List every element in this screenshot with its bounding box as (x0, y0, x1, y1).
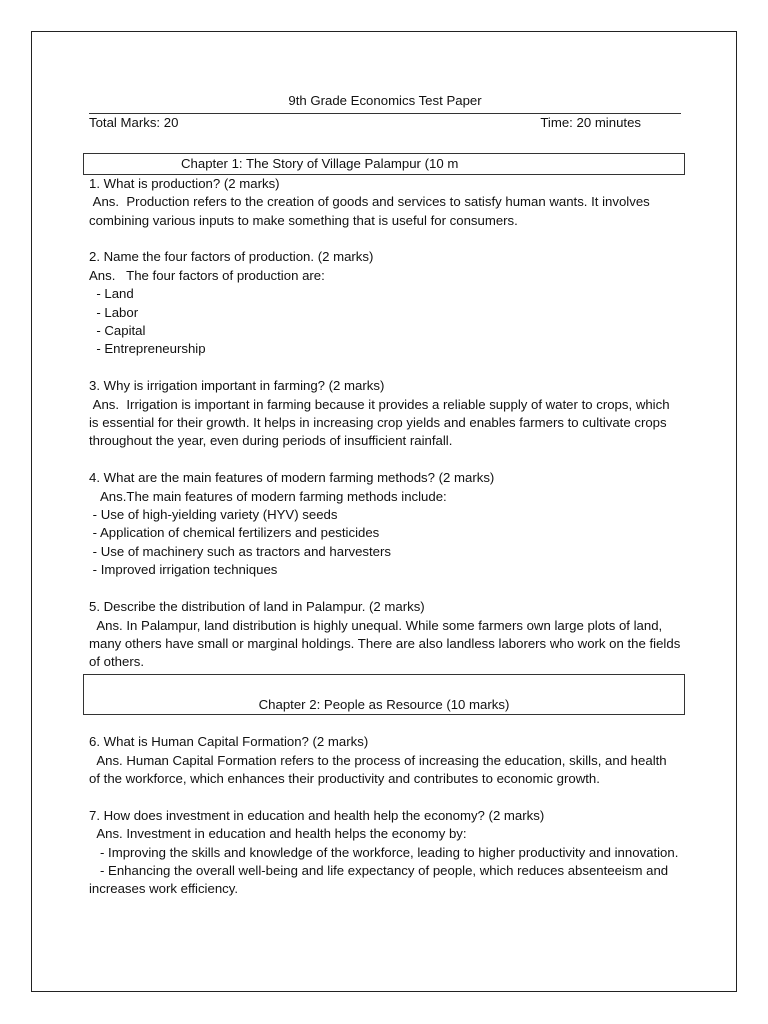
list-item: - Application of chemical fertilizers and pesticides (89, 525, 380, 541)
paper-title: 9th Grade Economics Test Paper (288, 93, 482, 108)
answer-4: Ans.The main features of modern farming methods include: (89, 488, 447, 504)
question-3: 3. Why is irrigation important in farming? (2 marks) (89, 378, 385, 394)
question-2: 2. Name the four factors of production. (2 marks) (89, 249, 374, 265)
answer-1: Ans. Production refers to the creation of goods and services to satisfy human wants. It involves combining various inputs to make something that is useful for consumers. (89, 194, 654, 228)
answer-2: Ans. The four factors of production are: (89, 267, 325, 283)
question-5: 5. Describe the distribution of land in Palampur. (2 marks) (89, 599, 425, 615)
question-1: 1. What is production? (2 marks) (89, 175, 280, 191)
list-item: - Improving the skills and knowledge of the workforce, leading to higher productivity and innovation. (89, 844, 679, 860)
test-paper (89, 92, 684, 899)
list-item: - Entrepreneurship (89, 341, 206, 357)
list-item: - Capital (89, 323, 146, 339)
list-item: - Land (89, 286, 134, 302)
answer-6: Ans. Human Capital Formation refers to the process of increasing the education, skills, and health of the workforce, which enhances their productivity and contributes to economic growth. (89, 752, 671, 786)
question-6: 6. What is Human Capital Formation? (2 marks) (89, 734, 369, 750)
question-7: 7. How does investment in education and health help the economy? (2 marks) (89, 807, 545, 823)
total-marks: Total Marks: 20 (89, 115, 179, 131)
list-item: - Use of machinery such as tractors and harvesters (89, 543, 391, 559)
chapter1-heading: Chapter 1: The Story of Village Palampur (10 m (83, 153, 685, 175)
answer-3: Ans. Irrigation is important in farming because it provides a reliable supply of water to crops, which is essential for their growth. It helps in increasing crop yields and enables farmers to cultivate crops throughout the year, even during periods of insufficient rainfall. (89, 396, 674, 449)
paper-header-row (89, 113, 681, 132)
chapter2-heading: Chapter 2: People as Resource (10 marks) (83, 674, 685, 715)
answer-7: Ans. Investment in education and health helps the economy by: (89, 826, 467, 842)
time-limit: Time: 20 minutes (540, 115, 641, 131)
list-item: - Enhancing the overall well-being and life expectancy of people, which reduces absenteeism and increases work efficiency. (89, 862, 672, 897)
question-4: 4. What are the main features of modern farming methods? (2 marks) (89, 470, 495, 486)
answer-5: Ans. In Palampur, land distribution is highly unequal. While some farmers own large plots of land, many others have small or marginal holdings. There are also landless laborers who work on the fields of others. (89, 617, 684, 670)
list-item: - Use of high-yielding variety (HYV) seeds (89, 507, 338, 523)
list-item: - Improved irrigation techniques (89, 562, 278, 578)
list-item: - Labor (89, 304, 139, 320)
